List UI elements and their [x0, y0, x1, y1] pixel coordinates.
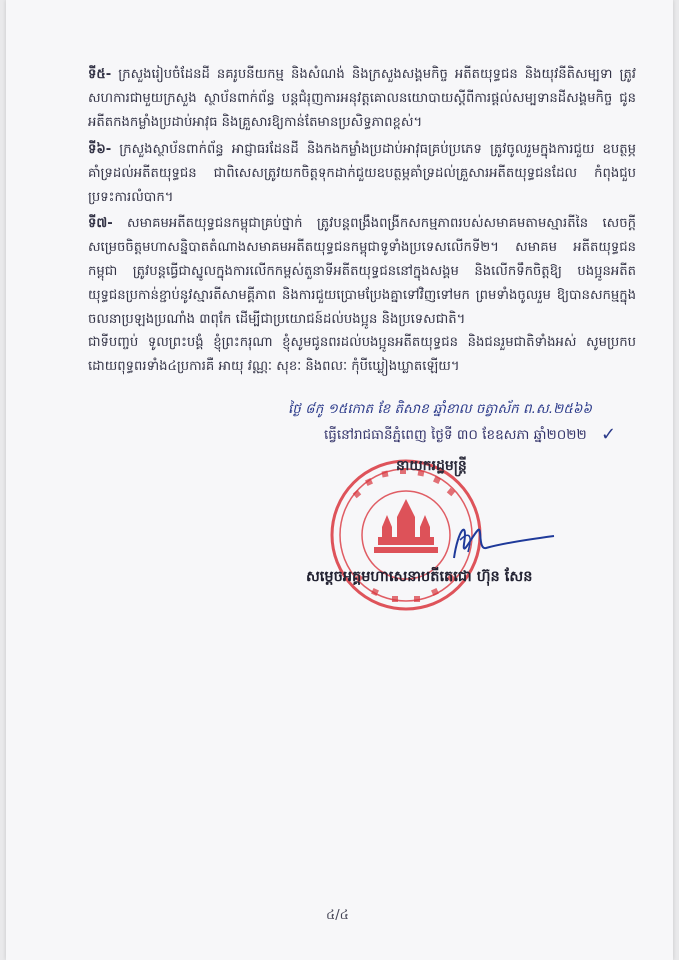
- paragraph-article-5: [88, 63, 636, 135]
- check-mark-icon: ✓: [601, 424, 617, 445]
- signer-name: សម្តេចអគ្គមហាសេនាបតីតេជោ ហ៊ុន សែន: [306, 569, 533, 585]
- paragraph-text: ក្រសួងរៀបចំដែនដី នគរូបនីយកម្ម និងសំណង់ និងក្រសួងសង្គមកិច្ច អតីតយុទ្ធជន និងយុវនីតិសម្បទា ត្រូវសហការជាមួយក្រសួង ស្ថាប័នពាក់ព័ន្ធ បន្តជំរុញការអនុវត្តគោលនយោបាយស្តីពីការផ្តល់សម្បទានដីសង្គមកិច្ច ជូនអតីតកងកម្លាំងប្រដាប់អាវុធ និងគ្រួសារឱ្យកាន់តែមានប្រសិទ្ធភាពខ្ពស់។: [88, 67, 636, 130]
- paragraph-text: សមាគមអតីតយុទ្ធជនកម្ពុជាគ្រប់ថ្នាក់ ត្រូវបន្តពង្រឹងពង្រីកសកម្មភាពរបស់សមាគមតាមស្មារតីនៃ សេចក្តីសម្រេចចិត្តមហាសន្និបាតតំណាងសមាគមអតីតយុទ្ធជនកម្ពុជាទូទាំងប្រទេសលើកទី២។ សមាគម អតីតយុទ្ធជនកម្ពុជា ត្រូវបន្តធ្វើជាស្នូលក្នុងការលើកកម្ពស់តួនាទីអតីតយុទ្ធជននៅក្នុងសង្គម និងលើកទឹកចិត្តឱ្យ បងប្អូនអតីតយុទ្ធជនប្រកាន់ខ្ជាប់នូវស្មារតីសាមគ្គីភាព និងការជួយប្រោមប្រែងគ្នាទៅវិញទៅមក ព្រមទាំងចូលរួម ឱ្យបានសកម្មក្នុងចលនាប្រឡងប្រណាំង ៣ពុកែ ដើម្បីជាប្រយោជន៍ដល់បងប្អូន និងប្រទេសជាតិ។: [88, 216, 636, 327]
- lunar-date: ថ្ងៃ ៨កូ ១៥កោត ខែ តិសាខ ឆ្នាំខាល ចត្វាស័ក ព.ស.២៥៦៦: [288, 401, 592, 417]
- handwritten-signature-icon: [438, 500, 558, 570]
- prime-minister-title: នាយករដ្ឋមន្ត្រី: [396, 458, 467, 474]
- document-page: [6, 0, 673, 960]
- article-number: ទី៥-: [88, 67, 112, 82]
- article-number: ទី៧-: [88, 216, 113, 231]
- page-number: ៤/៤: [326, 908, 349, 923]
- solar-date: ធ្វើនៅរាជធានីភ្នំពេញ ថ្ងៃទី ៣០ ខែឧសភា ឆ្នាំ២០២២: [324, 427, 587, 443]
- paragraph-closing: [88, 331, 636, 379]
- paragraph-article-7: [88, 212, 636, 332]
- paragraph-text: ជាទីបញ្ចប់ ទូលព្រះបង្គំ ខ្ញុំព្រះករុណា ខ្ញុំសូមជូនពរដល់បងប្អូនអតីតយុទ្ធជន និងជនរួមជាតិទាំងអស់ សូមប្រកបដោយពុទ្ធពរទាំង៤ប្រការគឺ អាយុ វណ្ណៈ សុខៈ និងពលៈ កុំបីឃ្លៀងឃ្លាតឡើយ។: [88, 335, 636, 374]
- article-number: ទី៦-: [88, 142, 112, 157]
- paragraph-article-6: [88, 138, 636, 210]
- paragraph-text: ក្រសួងស្ថាប័នពាក់ព័ន្ធ អាជ្ញាធរដែនដី និងកងកម្លាំងប្រដាប់អាវុធគ្រប់ប្រភេទ ត្រូវចូលរួមក្នុងការជួយ ឧបត្ថម្ភគាំទ្រដល់អតីតយុទ្ធជន ជាពិសេសត្រូវយកចិត្តទុកដាក់ជួយឧបត្ថម្ភគាំទ្រដល់គ្រួសារអតីតយុទ្ធជនដែល កំពុងជួបប្រទះការលំបាក។: [88, 142, 636, 205]
